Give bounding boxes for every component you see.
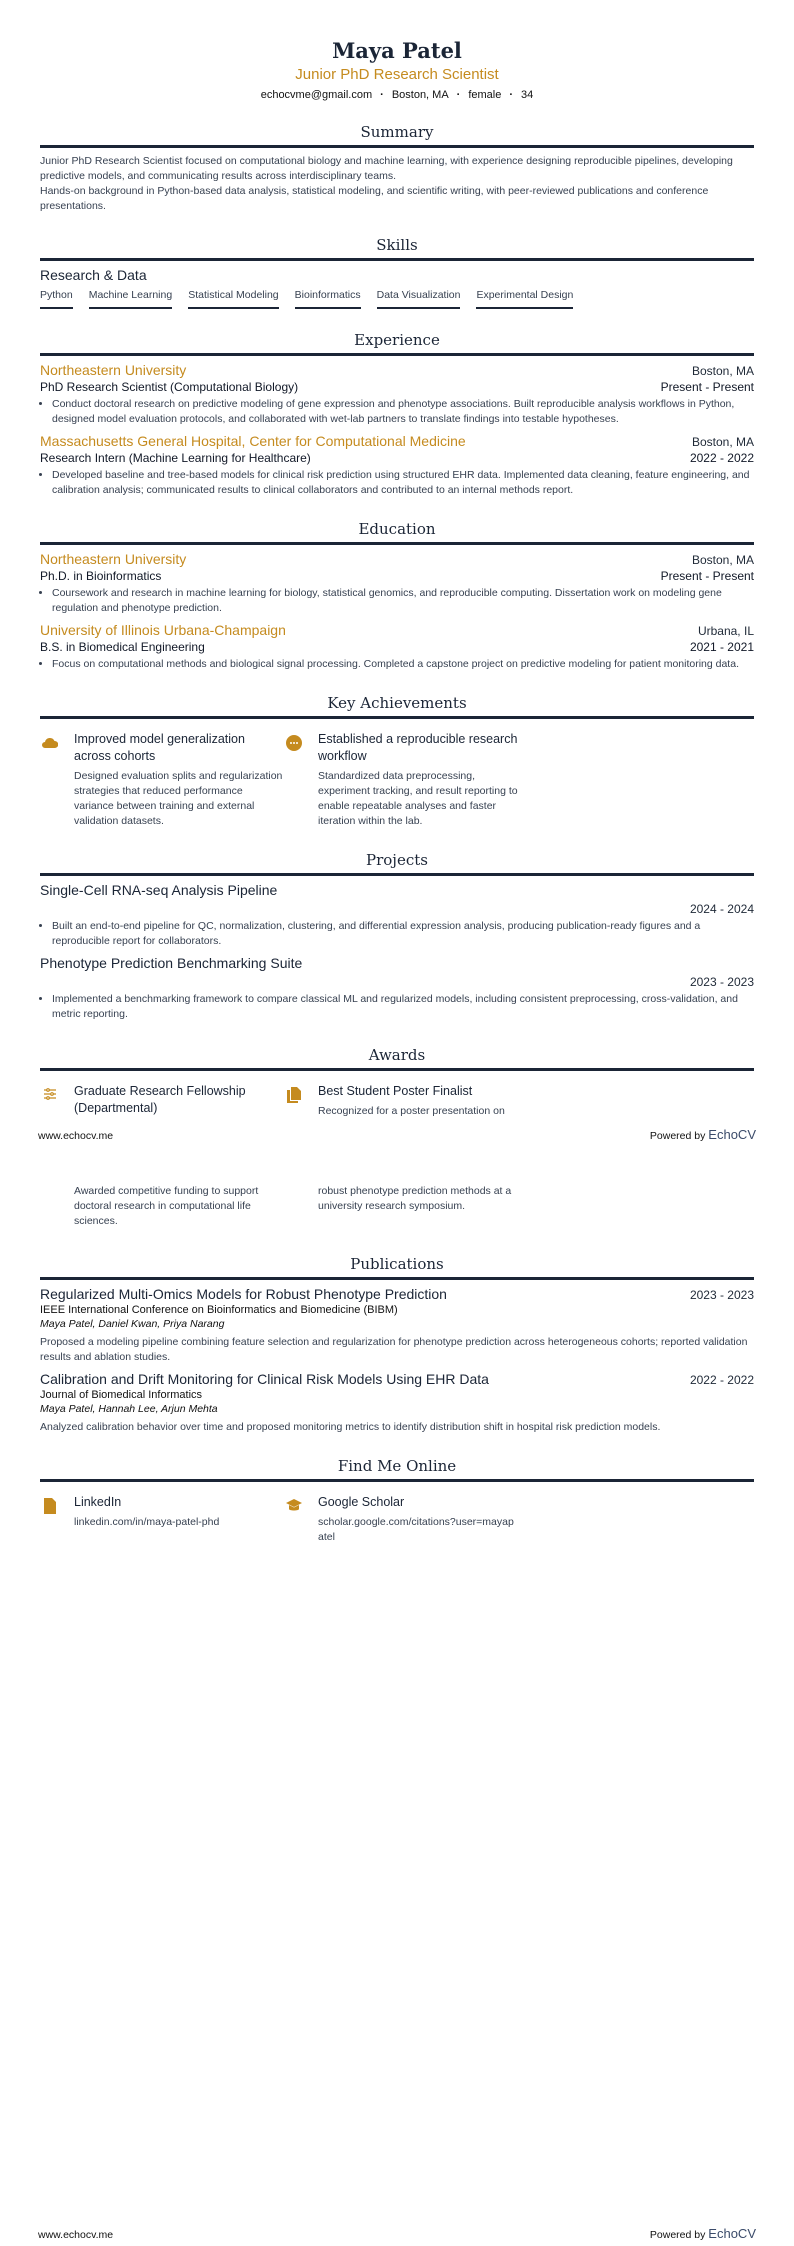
award-description-part1: Recognized for a poster presentation on: [318, 1105, 505, 1117]
award-description-part2: Awarded competitive funding to support doctoral research in computational life sciences.: [74, 1185, 259, 1227]
skill-tag: Python: [40, 289, 73, 309]
brand-logo: EchoCV: [708, 2226, 756, 2241]
project-entry: [40, 955, 754, 1022]
publication-entry: [40, 1371, 754, 1435]
achievement-card: [284, 725, 528, 829]
project-title: Single-Cell RNA-seq Analysis Pipeline: [40, 882, 278, 898]
file-icon: [40, 1494, 60, 1545]
resume-page-1: [40, 38, 754, 1119]
skill-group-title: Research & Data: [40, 267, 147, 283]
sliders-icon: [40, 1083, 60, 1119]
school: University of Illinois Urbana-Champaign: [40, 622, 286, 638]
skill-tags: [40, 289, 754, 309]
dates: 2024 - 2024: [689, 902, 754, 916]
award-card: [40, 1077, 284, 1119]
degree: Ph.D. in Bioinformatics: [40, 569, 162, 583]
contact-line: echocvme@gmail.com · Boston, MA · female · 34: [260, 89, 534, 101]
achievement-title: Established a reproducible research workflow: [318, 732, 518, 763]
resume-page-2: [40, 1184, 754, 1545]
award-title: Best Student Poster Finalist: [318, 1084, 473, 1098]
dates: Present - Present: [660, 380, 754, 394]
graduation-cap-icon: [284, 1494, 304, 1545]
dates: 2021 - 2021: [689, 640, 754, 654]
online-profile-linkedin[interactable]: [40, 1488, 284, 1545]
experience-entry: [40, 362, 754, 427]
skill-tag: Statistical Modeling: [188, 289, 278, 309]
dates: 2022 - 2022: [689, 451, 754, 465]
publication-authors: Maya Patel, Hannah Lee, Arjun Mehta: [40, 1403, 218, 1415]
education-entry: [40, 622, 754, 672]
publication-authors: Maya Patel, Daniel Kwan, Priya Narang: [40, 1318, 225, 1330]
skill-tag: Experimental Design: [476, 289, 573, 309]
footer-site-link[interactable]: www.echocv.me: [38, 2229, 114, 2241]
bullet: • Implemented a benchmarking framework to compare classical ML and regularized models, including consistent preprocessing, cross-validation, and metric reporting.: [52, 992, 754, 1022]
bullet: • Built an end-to-end pipeline for QC, normalization, clustering, and differential expression analysis, producing publication-ready figures and a reproducible report for collaborators.: [52, 919, 754, 949]
job-role: Research Intern (Machine Learning for Healthcare): [40, 451, 311, 465]
achievement-card: [40, 725, 284, 829]
brand-logo: EchoCV: [708, 1127, 756, 1142]
ellipsis-icon: [284, 731, 304, 829]
award-card: [284, 1077, 528, 1119]
section-awards: Awards: [40, 1046, 754, 1071]
powered-by-label: Powered by: [649, 2229, 706, 2241]
dates: 2022 - 2022: [689, 1373, 754, 1387]
publication-title: Regularized Multi-Omics Models for Robust Phenotype Prediction: [40, 1286, 447, 1302]
summary-paragraph: Hands-on background in Python-based data analysis, statistical modeling, and scientific writing, with peer-reviewed publications and conference presentations.: [40, 185, 709, 212]
candidate-name: Maya Patel: [332, 38, 462, 63]
section-experience: Experience: [40, 331, 754, 356]
project-entry: [40, 882, 754, 949]
section-skills: Skills: [40, 236, 754, 261]
location: Urbana, IL: [697, 624, 754, 638]
publication-description: Proposed a modeling pipeline combining feature selection and regularization for phenotype prediction across heterogeneous cohorts; reported validation results and ablation studies.: [40, 1336, 748, 1363]
publication-venue: Journal of Biomedical Informatics: [40, 1389, 203, 1401]
section-find-me-online: Find Me Online: [40, 1457, 754, 1482]
location: Boston, MA: [691, 553, 754, 567]
documents-icon: [284, 1083, 304, 1119]
section-key-achievements: Key Achievements: [40, 694, 754, 719]
candidate-title: Junior PhD Research Scientist: [295, 66, 499, 83]
bullet: • Developed baseline and tree-based models for clinical risk prediction using structured EHR data. Implemented data cleaning, feature engineering, and calibration analysis; communicated results to clinical collaborators and contributed to an internal methods report.: [52, 468, 754, 498]
section-summary: Summary: [40, 123, 754, 148]
profile-label: LinkedIn: [74, 1495, 122, 1509]
cloud-icon: [40, 731, 60, 829]
online-profile-google-scholar[interactable]: [284, 1488, 528, 1545]
publication-entry: [40, 1286, 754, 1365]
degree: B.S. in Biomedical Engineering: [40, 640, 205, 654]
skill-tag: Machine Learning: [89, 289, 172, 309]
publication-description: Analyzed calibration behavior over time and proposed monitoring metrics to identify distribution shift in hospital risk prediction models.: [40, 1421, 661, 1433]
location: Boston, MA: [691, 364, 754, 378]
skill-tag: Data Visualization: [377, 289, 461, 309]
dates: 2023 - 2023: [689, 1288, 754, 1302]
age: 34: [521, 89, 534, 101]
award-card-continued: [40, 1184, 284, 1229]
profile-label: Google Scholar: [318, 1495, 405, 1509]
school: Northeastern University: [40, 551, 187, 567]
bullet: • Conduct doctoral research on predictive modeling of gene expression and phenotype associations. Built reproducible analysis workflows in Python, designed model evaluation protocols, and collaborated with wet-lab partners to translate findings into testable hypotheses.: [52, 397, 754, 427]
location: Boston, MA: [691, 435, 754, 449]
page-footer: [38, 1127, 756, 1142]
bullet: • Focus on computational methods and biological signal processing. Completed a capstone project on predictive modeling for patient monitoring data.: [52, 657, 754, 672]
powered-by: [650, 1127, 756, 1142]
gender: female: [468, 89, 502, 101]
award-title: Graduate Research Fellowship (Departmental): [74, 1084, 246, 1115]
employer: Northeastern University: [40, 362, 187, 378]
publication-venue: IEEE International Conference on Bioinformatics and Biomedicine (BIBM): [40, 1304, 398, 1316]
page-footer: [38, 2226, 756, 2241]
powered-by-label: Powered by: [649, 1130, 706, 1142]
section-projects: Projects: [40, 851, 754, 876]
section-education: Education: [40, 520, 754, 545]
job-role: PhD Research Scientist (Computational Biology): [40, 380, 299, 394]
project-title: Phenotype Prediction Benchmarking Suite: [40, 955, 303, 971]
bullet: • Coursework and research in machine learning for biology, statistical genomics, and reproducible computing. Dissertation work on modeling gene regulation and phenotype prediction.: [52, 586, 754, 616]
dates: 2023 - 2023: [689, 975, 754, 989]
award-card-continued: [284, 1184, 528, 1229]
experience-entry: [40, 433, 754, 498]
footer-site-link[interactable]: www.echocv.me: [38, 1130, 114, 1142]
skill-tag: Bioinformatics: [295, 289, 361, 309]
achievement-description: Standardized data preprocessing, experiment tracking, and result reporting to enable repeatable analyses and faster iteration within the lab.: [318, 770, 518, 827]
dates: Present - Present: [660, 569, 754, 583]
achievement-title: Improved model generalization across cohorts: [74, 732, 245, 763]
section-publications: Publications: [40, 1255, 754, 1280]
publication-title: Calibration and Drift Monitoring for Clinical Risk Models Using EHR Data: [40, 1371, 489, 1387]
profile-url[interactable]: scholar.google.com/citations?user=mayapatel: [318, 1516, 514, 1543]
award-description-part2: robust phenotype prediction methods at a university research symposium.: [318, 1185, 512, 1212]
location: Boston, MA: [391, 89, 449, 101]
summary-paragraph: Junior PhD Research Scientist focused on computational biology and machine learning, with experience designing reproducible pipelines, developing predictive models, and communicating results across interdisciplinary teams.: [40, 155, 733, 182]
powered-by: [650, 2226, 756, 2241]
education-entry: [40, 551, 754, 616]
email[interactable]: echocvme@gmail.com: [260, 89, 373, 101]
profile-url[interactable]: linkedin.com/in/maya-patel-phd: [74, 1516, 220, 1528]
employer: Massachusetts General Hospital, Center for Computational Medicine: [40, 433, 466, 449]
achievement-description: Designed evaluation splits and regularization strategies that reduced performance variance between training and external validation datasets.: [74, 770, 283, 827]
